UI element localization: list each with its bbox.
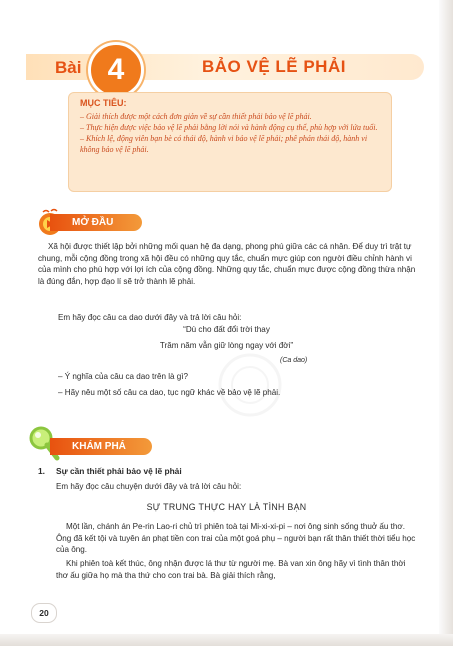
objectives-title: MỤC TIÊU: (80, 98, 127, 108)
explore-prompt: Em hãy đọc câu chuyện dưới đây và trả lời câu hỏi: (56, 482, 242, 491)
objective-item: – Giải thích được một cách đơn giản về sự cần thiết phải bảo vệ lẽ phải. (80, 112, 312, 121)
objective-item: – Khích lệ, động viên bạn bè có thái độ, hành vi bảo vệ lẽ phải; phê phán thái độ, hành vi không bảo vệ lẽ phải. (80, 134, 368, 154)
opening-paragraph: Xã hội được thiết lập bởi những mối quan hệ đa dạng, phong phú giữa các cá nhân. Để duy trì trật tự chung, mỗi cộng đồng trong xã hội đều có những quy tắc, chuẩn mực giúp con người điều chỉnh hành vi của mình cho phù hợp với lợi ích của cộng đồng. Những quy tắc, chuẩn mực được cộng đồng thừa nhận là đúng đắn, hợp đạo lí sẽ trở thành lẽ phải. (38, 242, 416, 286)
verse-line: “Dù cho đất đổi trời thay (183, 325, 270, 334)
story-title: SỰ TRUNG THỰC HAY LÀ TÌNH BẠN (146, 502, 307, 512)
page-number: 20 (31, 603, 57, 623)
page-edge (439, 0, 453, 646)
page-edge-bottom (0, 634, 453, 646)
lesson-label: Bài (55, 58, 82, 77)
opening-question: – Hãy nêu một số câu ca dao, tục ngữ khác về bảo vệ lẽ phải. (58, 388, 281, 397)
opening-section-tag: MỞ ĐẦU (50, 214, 142, 231)
verse-line: Trăm năm vẫn giữ lòng ngay với đời” (159, 341, 294, 350)
publisher-watermark (150, 350, 350, 420)
opening-question: – Ý nghĩa của câu ca dao trên là gì? (58, 372, 189, 381)
section-heading: Sự cần thiết phải bảo vệ lẽ phải (56, 466, 182, 476)
section-number: 1. (38, 466, 45, 476)
story-paragraph: Một lần, chánh án Pe-rin Lao-ri chủ trì phiên toà tại Mi-xi-xi-pi – nơi ông sinh sống thuở ấu thơ. Ông đã kết tội và tuyên án phạt tiền con trai của một goá phụ – người bạn rất thân thiết thời tiểu học của ông. (56, 522, 416, 555)
objectives-list (80, 111, 380, 155)
opening-prompt: Em hãy đọc câu ca dao dưới đây và trả lời câu hỏi: (58, 313, 242, 322)
verse-source: (Ca dao) (280, 357, 308, 364)
lesson-title: BẢO VỆ LẼ PHẢI (202, 57, 346, 76)
lesson-number-badge: 4 (88, 42, 144, 98)
objective-item: – Thực hiện được việc bảo vệ lẽ phải bằng lời nói và hành động cụ thể, phù hợp với lứa tuổi. (80, 123, 378, 132)
explore-section-tag: KHÁM PHÁ (50, 438, 152, 455)
story-paragraph: Khi phiên toà kết thúc, ông nhận được lá thư từ người mẹ. Bà van xin ông hãy vì tình thân thời thơ ấu giữa họ mà tha thứ cho con trai bà. Bà giải thích rằng, (56, 559, 406, 580)
